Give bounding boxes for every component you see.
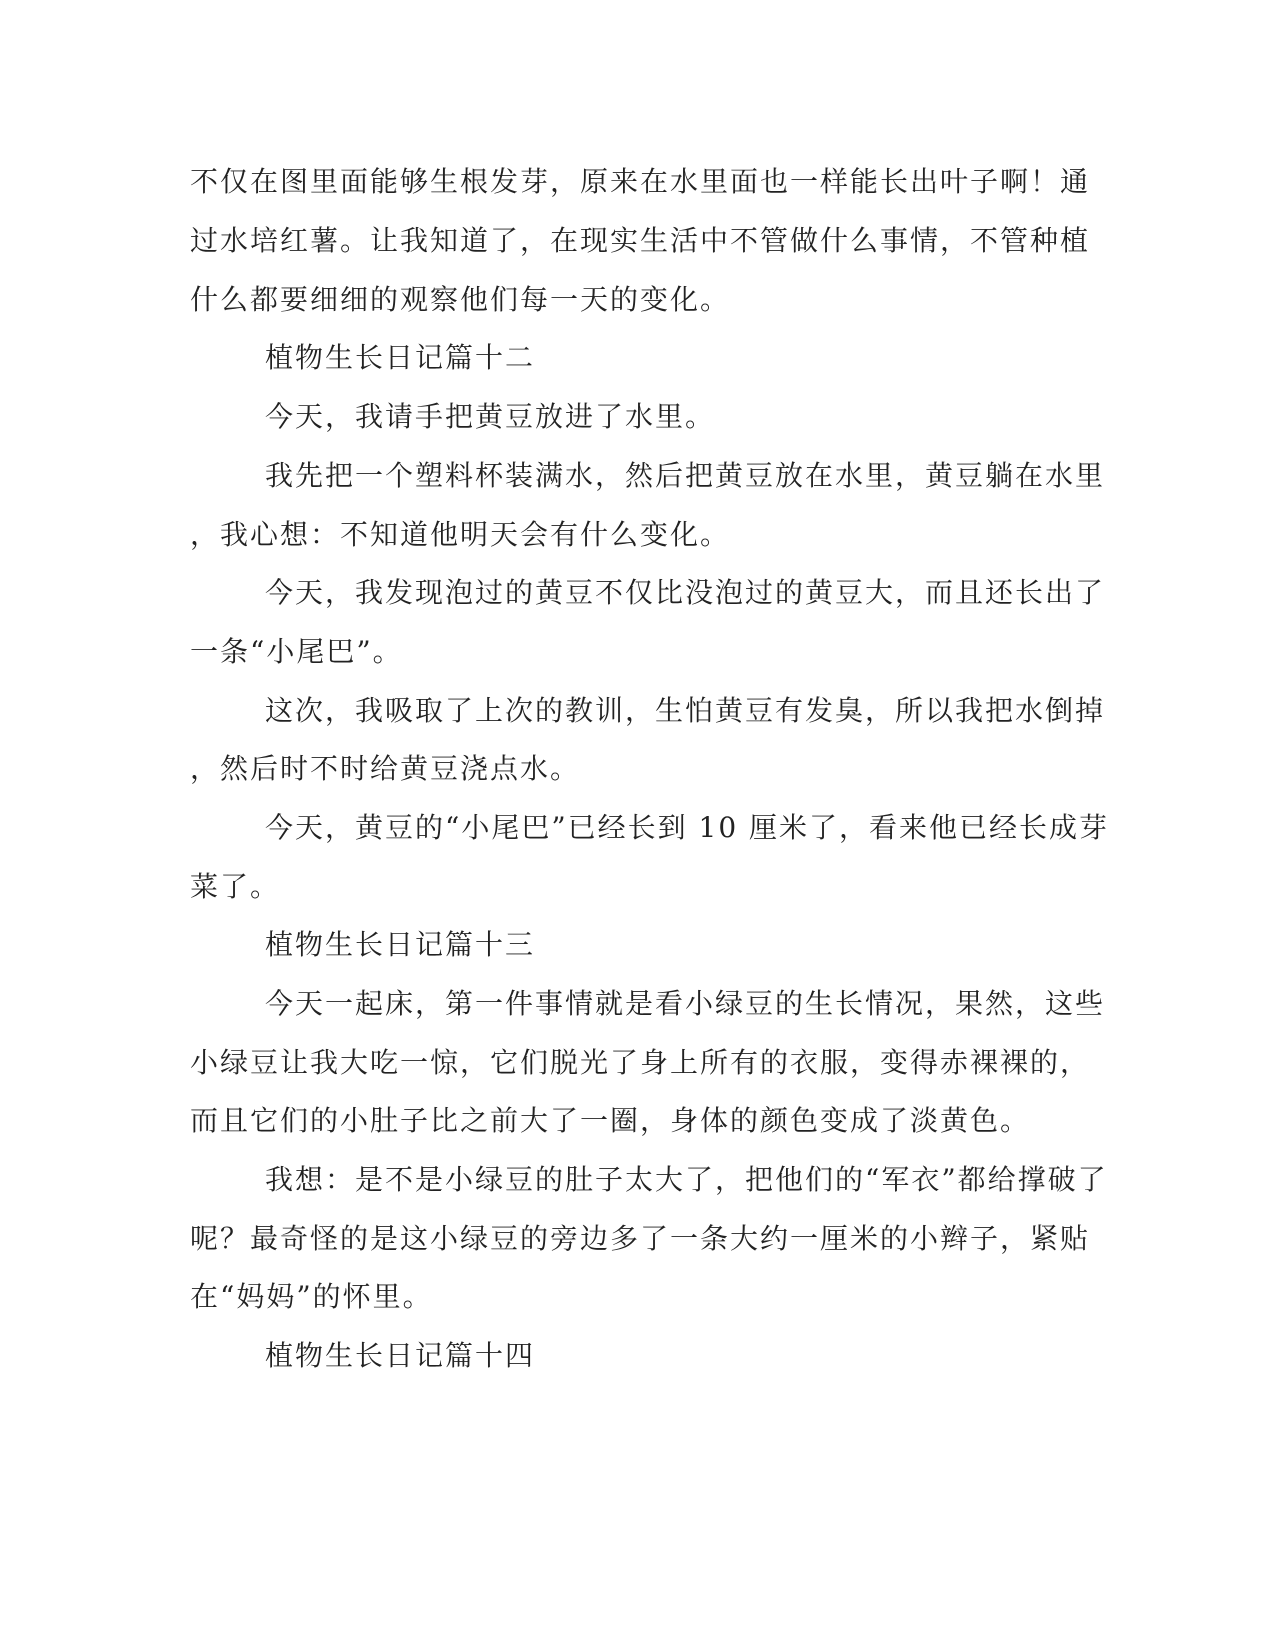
text-line: 今天一起床，第一件事情就是看小绿豆的生长情况，果然，这些 bbox=[265, 987, 1106, 1020]
text-line: 小绿豆让我大吃一惊，它们脱光了身上所有的衣服，变得赤裸裸的， bbox=[190, 1046, 1091, 1079]
section-heading: 植物生长日记篇十三 bbox=[265, 928, 536, 961]
text-line: 什么都要细细的观察他们每一天的变化。 bbox=[190, 283, 731, 316]
text-line: 今天，黄豆的“小尾巴”已经长到 10 厘米了，看来他已经长成芽 bbox=[265, 811, 1110, 844]
text-line: ，然后时不时给黄豆浇点水。 bbox=[190, 752, 581, 785]
text-line: 这次，我吸取了上次的教训，生怕黄豆有发臭，所以我把水倒掉 bbox=[265, 694, 1106, 727]
text-line: 在“妈妈”的怀里。 bbox=[190, 1280, 433, 1313]
text-line: 不仅在图里面能够生根发芽，原来在水里面也一样能长出叶子啊！通 bbox=[190, 165, 1091, 198]
text-line: 今天，我请手把黄豆放进了水里。 bbox=[265, 400, 716, 433]
section-heading: 植物生长日记篇十四 bbox=[265, 1339, 536, 1372]
text-line: 我想：是不是小绿豆的肚子太大了，把他们的“军衣”都给撑破了 bbox=[265, 1163, 1108, 1196]
text-line: 过水培红薯。让我知道了，在现实生活中不管做什么事情，不管种植 bbox=[190, 224, 1091, 257]
text-line: 菜了。 bbox=[190, 870, 281, 903]
text-line: 而且它们的小肚子比之前大了一圈，身体的颜色变成了淡黄色。 bbox=[190, 1104, 1031, 1137]
text-line: 呢？最奇怪的是这小绿豆的旁边多了一条大约一厘米的小辫子，紧贴 bbox=[190, 1222, 1091, 1255]
text-line: ，我心想：不知道他明天会有什么变化。 bbox=[190, 518, 731, 551]
text-line: 一条“小尾巴”。 bbox=[190, 635, 403, 668]
text-line: 我先把一个塑料杯装满水，然后把黄豆放在水里，黄豆躺在水里 bbox=[265, 459, 1106, 492]
text-line: 今天，我发现泡过的黄豆不仅比没泡过的黄豆大，而且还长出了 bbox=[265, 576, 1106, 609]
section-heading: 植物生长日记篇十二 bbox=[265, 341, 536, 374]
